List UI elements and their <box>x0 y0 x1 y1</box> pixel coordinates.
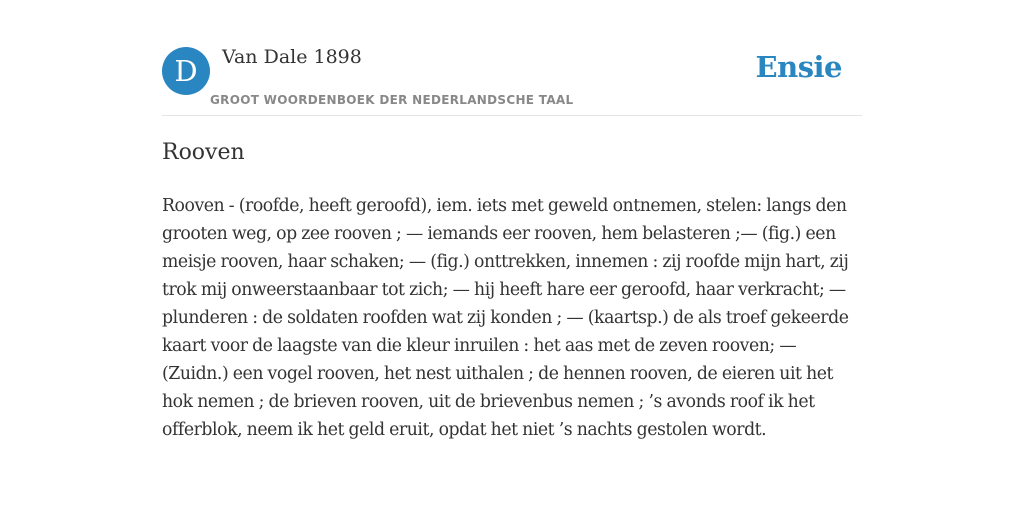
source-title[interactable]: Van Dale 1898 <box>222 46 362 68</box>
page-title: Rooven <box>162 140 245 165</box>
dictionary-logo[interactable]: D <box>162 47 210 95</box>
header-divider <box>162 115 862 116</box>
definition-text: Rooven - (roofde, heeft geroofd), iem. iets met geweld ontnemen, stelen: langs den grooten weg, op zee rooven ; — iemands eer rooven, hem belasteren ;— (fig.) een meisje rooven, haar schaken; — (fig.) onttrekken, innemen : zij roofde mijn hart, zij trok mij onweerstaanbaar tot zich; — hij heeft hare eer geroofd, haar verkracht; — plunderen : de soldaten roofden wat zij konden ; — (kaartsp.) de als troef gekeerde kaart voor de laagste van die kleur inruilen : het aas met de zeven rooven; — (Zuidn.) een vogel rooven, het nest uithalen ; de hennen rooven, de eieren uit het hok nemen ; de brieven rooven, uit de brievenbus nemen ; ’s avonds roof ik het offerblok, neem ik het geld eruit, opdat het niet ’s nachts gestolen wordt. <box>162 196 849 440</box>
brand-logo[interactable]: Ensie <box>755 50 842 84</box>
entry-card <box>162 0 862 512</box>
source-subtitle: GROOT WOORDENBOEK DER NEDERLANDSCHE TAAL <box>210 93 574 107</box>
